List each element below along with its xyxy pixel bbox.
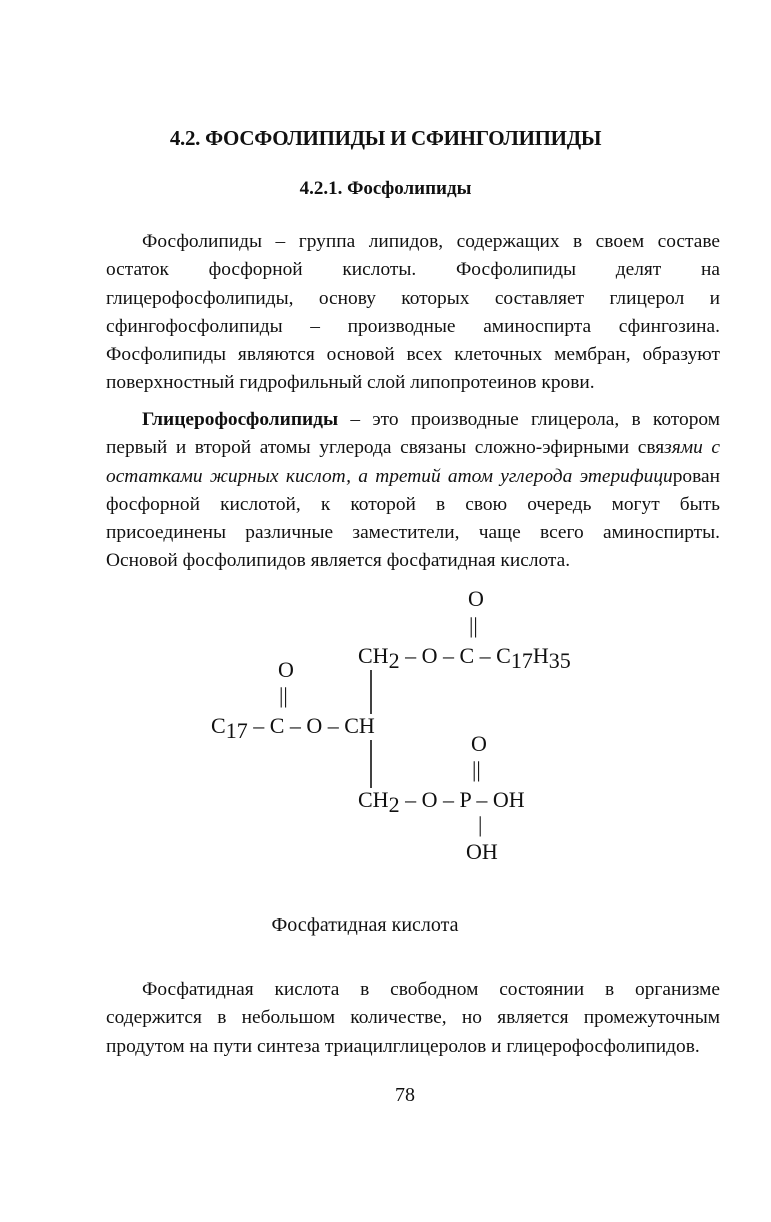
subsection-title: 4.2.1. Фосфолипиды (299, 178, 472, 199)
paragraph2-text-end: рован фосфорной кислотой, к которой в свою очередь могут быть присоединены различные заместители, чаще всего аминоспирты. Основой фосфолипидов является фосфатидная кислота. (106, 465, 720, 572)
formula-ch-middle-row: C17 – C – O – CH (211, 713, 375, 743)
formula-o-top: O (468, 586, 484, 611)
formula-oh-bottom: OH (466, 839, 498, 864)
phosphatidic-acid-formula (0, 580, 771, 880)
term-glycerophospholipids: Глицерофосфолипиды (142, 409, 339, 430)
paragraph-phospholipids: Фосфолипиды – группа липидов, содержащих в своем составе остаток фосфорной кислоты. Фосфолипиды делят на глицерофосфолипиды, основу которых составляет глицерол и сфингофосфолипиды – производные аминоспирта сфингозина. Фосфолипиды являются основой всех клеточных мембран, образуют поверхностный гидрофильный слой липопротеинов крови. (106, 231, 720, 394)
formula-caption: Фосфатидная кислота (271, 914, 459, 936)
paragraph2-text: – это производные глицерола, в котором первый и второй атомы углерода связаны сложно-эфирными свя (106, 409, 720, 459)
formula-double-bond-top: || (469, 613, 478, 638)
formula-ch2-bottom-row: CH2 – O – P – OH (358, 787, 525, 817)
formula-double-bond-left: || (279, 683, 288, 708)
page-number: 78 (395, 1084, 415, 1106)
paragraph2-italic-text: зями с остатками жирных кислот, а третий атом углерода этерифици (106, 437, 720, 487)
formula-ch2-top-row: CH2 – O – C – C17H35 (358, 643, 571, 673)
formula-o-left: O (278, 657, 294, 682)
formula-double-bond-right: || (472, 757, 481, 782)
paragraph-glycerophospholipids (106, 406, 720, 576)
formula-o-right: O (471, 731, 487, 756)
section-title: 4.2. ФОСФОЛИПИДЫ И СФИНГОЛИПИДЫ (169, 126, 602, 150)
paragraph-phosphatidic-acid: Фосфатидная кислота в свободном состоянии в организме содержится в небольшом количестве, но является промежуточным продутом на пути синтеза триацилглицеролов и глицерофосфолипидов. (106, 979, 720, 1057)
formula-bond-oh: | (478, 812, 483, 837)
